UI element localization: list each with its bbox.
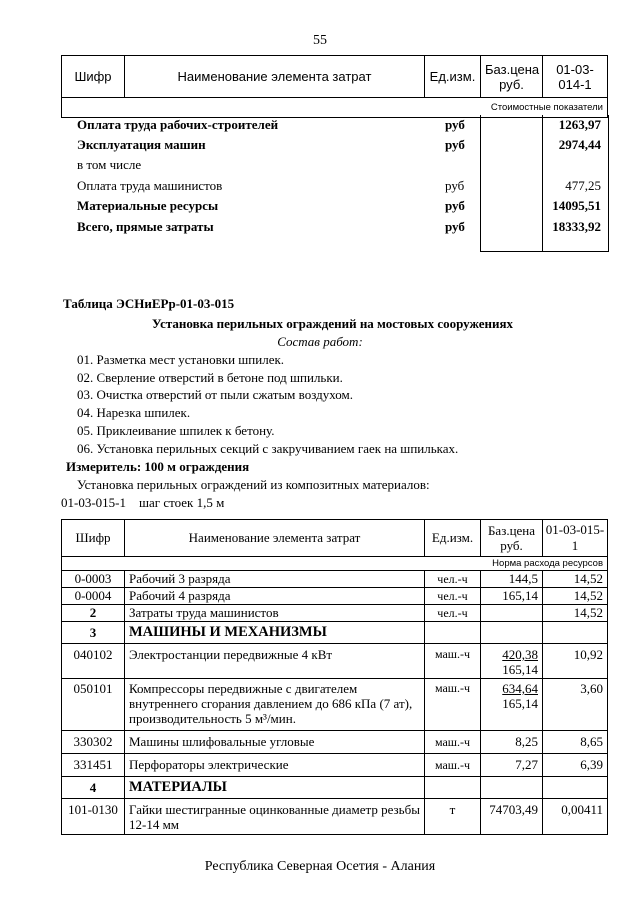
cost-row: Оплата труда машинистов руб 477,25 — [77, 178, 601, 193]
col-unit-header: Ед.изм. — [425, 56, 481, 98]
table-title: Таблица ЭСНиЕРр-01-03-015 — [63, 296, 235, 311]
table-row: 040102 Электростанции передвижные 4 кВт маш.-ч 420,38 165,14 10,92 — [62, 644, 608, 679]
table-row: 050101 Компрессоры передвижные с двигателем внутреннего сгорания давлением до 686 кПа (7 ат), производительность 5 м³/мин. маш.-ч 634,64 165,14 3,60 — [62, 679, 608, 731]
table-row: 330302 Машины шлифовальные угловые маш.-ч 8,25 8,65 — [62, 731, 608, 754]
section-title: Установка перильных ограждений на мостовых сооружениях — [151, 316, 514, 331]
work-item: 05. Приклеивание шпилек к бетону. — [77, 423, 275, 438]
table-row: 0-0004 Рабочий 4 разряда чел.-ч 165,14 14,52 — [62, 588, 608, 605]
cost-table-header — [61, 55, 608, 118]
variant-line: 01-03-015-1 шаг стоек 1,5 м — [61, 495, 225, 510]
col-code-header: Шифр — [62, 520, 125, 557]
section-row: 3 МАШИНЫ И МЕХАНИЗМЫ — [62, 622, 608, 644]
cost-row: Оплата труда рабочих-строителей руб 1263,97 — [77, 117, 601, 132]
col-name-header: Наименование элемента затрат — [125, 56, 425, 98]
section-row: 4 МАТЕРИАЛЫ — [62, 777, 608, 799]
footer: Республика Северная Осетия - Алания — [204, 859, 436, 874]
cost-row: Всего, прямые затраты руб 18333,92 — [77, 219, 601, 234]
meter-line: Измеритель: 100 м ограждения — [66, 459, 250, 474]
work-item: 01. Разметка мест установки шпилек. — [77, 352, 285, 367]
cost-row: Эксплуатация машин руб 2974,44 — [77, 137, 601, 152]
col-price-header: Баз.цена руб. — [481, 520, 543, 557]
norm-subheader: Норма расхода ресурсов — [62, 557, 608, 571]
cost-row: Материальные ресурсы руб 14095,51 — [77, 198, 601, 213]
page-number: 55 — [313, 33, 327, 48]
description-line: Установка перильных ограждений из композитных материалов: — [77, 477, 430, 492]
work-item: 03. Очистка отверстий от пыли сжатым воздухом. — [77, 387, 353, 402]
col-rate-header: 01-03-014-1 — [543, 56, 608, 98]
col-price-header: Баз.цена руб. — [481, 56, 543, 98]
table-row: 101-0130 Гайки шестигранные оцинкованные диаметр резьбы 12-14 мм т 74703,49 0,00411 — [62, 799, 608, 835]
col-name-header: Наименование элемента затрат — [125, 520, 425, 557]
work-item: 02. Сверление отверстий в бетоне под шпильки. — [77, 370, 343, 385]
table-row: 2 Затраты труда машинистов чел.-ч 14,52 — [62, 605, 608, 622]
cost-row: в том числе — [77, 157, 142, 172]
works-title: Состав работ: — [277, 334, 363, 349]
col-rate-header: 01-03-015-1 — [543, 520, 608, 557]
work-item: 04. Нарезка шпилек. — [77, 405, 191, 420]
table-row: 0-0003 Рабочий 3 разряда чел.-ч 144,5 14,52 — [62, 571, 608, 588]
cost-subheader: Стоимостные показатели — [62, 98, 608, 118]
col-code-header: Шифр — [62, 56, 125, 98]
work-item: 06. Установка перильных секций с закручиванием гаек на шпильках. — [77, 441, 459, 456]
col-unit-header: Ед.изм. — [425, 520, 481, 557]
table-row: 331451 Перфораторы электрические маш.-ч 7,27 6,39 — [62, 754, 608, 777]
resource-table — [61, 519, 608, 835]
